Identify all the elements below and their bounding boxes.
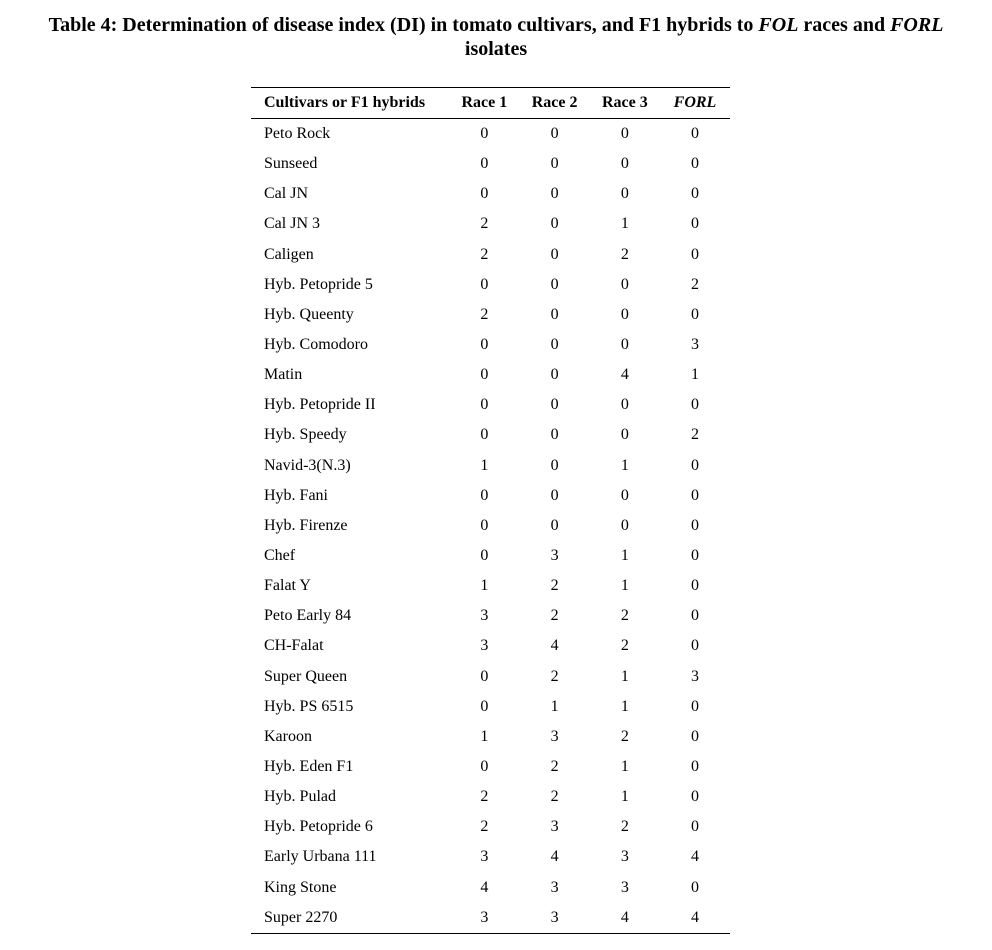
table-row xyxy=(251,601,730,631)
header-race-1: Race 1 xyxy=(461,94,508,111)
race-2-cell: 3 xyxy=(550,547,559,565)
table-row xyxy=(251,179,730,209)
race-2-cell: 0 xyxy=(550,456,559,474)
race-3-cell: 0 xyxy=(620,516,629,534)
race-3-cell: 0 xyxy=(620,426,629,444)
forl-cell: 0 xyxy=(690,607,699,625)
cultivar-cell: Navid-3(N.3) xyxy=(264,456,351,474)
cultivar-cell: Hyb. Petopride 5 xyxy=(264,275,373,293)
cultivar-cell: Peto Rock xyxy=(264,125,331,143)
table-header xyxy=(251,88,730,119)
race-2-cell: 2 xyxy=(550,667,559,685)
race-2-cell: 0 xyxy=(550,155,559,173)
race-3-cell: 1 xyxy=(620,758,629,776)
table-caption xyxy=(0,13,992,61)
race-2-cell: 0 xyxy=(550,516,559,534)
race-1-cell: 3 xyxy=(480,607,489,625)
race-2-cell: 0 xyxy=(550,396,559,414)
forl-cell: 1 xyxy=(690,366,699,384)
race-3-cell: 0 xyxy=(620,336,629,354)
race-1-cell: 0 xyxy=(480,547,489,565)
cultivar-cell: Karoon xyxy=(264,727,312,745)
forl-cell: 0 xyxy=(690,547,699,565)
race-1-cell: 3 xyxy=(480,848,489,866)
race-2-cell: 2 xyxy=(550,758,559,776)
caption-forl: FORL xyxy=(890,14,944,36)
table-body xyxy=(251,119,730,934)
cultivar-cell: Hyb. Firenze xyxy=(264,516,348,534)
table-row xyxy=(251,782,730,812)
forl-cell: 0 xyxy=(690,305,699,323)
table-row xyxy=(251,903,730,934)
table-row xyxy=(251,722,730,752)
race-1-cell: 3 xyxy=(480,908,489,926)
table-row xyxy=(251,240,730,270)
race-3-cell: 4 xyxy=(620,366,629,384)
cultivar-cell: Hyb. Eden F1 xyxy=(264,758,354,776)
race-3-cell: 1 xyxy=(620,788,629,806)
race-2-cell: 0 xyxy=(550,336,559,354)
table-row xyxy=(251,842,730,872)
race-2-cell: 2 xyxy=(550,607,559,625)
cultivar-cell: Cal JN xyxy=(264,185,308,203)
forl-cell: 3 xyxy=(690,336,699,354)
race-3-cell: 3 xyxy=(620,848,629,866)
table-row xyxy=(251,541,730,571)
race-2-cell: 0 xyxy=(550,185,559,203)
race-3-cell: 2 xyxy=(620,607,629,625)
cultivar-cell: Peto Early 84 xyxy=(264,607,352,625)
race-2-cell: 4 xyxy=(550,637,559,655)
table-row xyxy=(251,119,730,150)
race-3-cell: 1 xyxy=(620,577,629,595)
race-1-cell: 0 xyxy=(480,516,489,534)
cultivar-cell: Caligen xyxy=(264,245,314,263)
forl-cell: 0 xyxy=(690,516,699,534)
forl-cell: 0 xyxy=(690,125,699,143)
race-3-cell: 0 xyxy=(620,396,629,414)
race-3-cell: 0 xyxy=(620,275,629,293)
forl-cell: 0 xyxy=(690,456,699,474)
forl-cell: 0 xyxy=(690,697,699,715)
race-1-cell: 2 xyxy=(480,245,489,263)
forl-cell: 2 xyxy=(690,275,699,293)
cultivar-cell: Super 2270 xyxy=(264,908,338,926)
race-1-cell: 0 xyxy=(480,426,489,444)
race-2-cell: 3 xyxy=(550,878,559,896)
table-row xyxy=(251,873,730,903)
cultivar-cell: Hyb. PS 6515 xyxy=(264,697,354,715)
forl-cell: 0 xyxy=(690,878,699,896)
caption-prefix: Table 4: Determination of disease index (DI) in tomato cultivars, and F1 hybrids to xyxy=(48,14,759,36)
header-forl: FORL xyxy=(673,94,717,111)
table-row xyxy=(251,662,730,692)
race-1-cell: 0 xyxy=(480,275,489,293)
table-row xyxy=(251,300,730,330)
race-2-cell: 0 xyxy=(550,305,559,323)
table-row xyxy=(251,330,730,360)
table-row xyxy=(251,511,730,541)
race-3-cell: 1 xyxy=(620,547,629,565)
table-row xyxy=(251,481,730,511)
cultivar-cell: Hyb. Petopride II xyxy=(264,396,376,414)
cultivar-cell: Hyb. Comodoro xyxy=(264,336,368,354)
forl-cell: 0 xyxy=(690,727,699,745)
race-1-cell: 1 xyxy=(480,727,489,745)
race-2-cell: 2 xyxy=(550,577,559,595)
header-race-2: Race 2 xyxy=(531,94,578,111)
table-row xyxy=(251,451,730,481)
forl-cell: 0 xyxy=(690,788,699,806)
race-3-cell: 0 xyxy=(620,155,629,173)
cultivar-cell: Hyb. Queenty xyxy=(264,305,354,323)
race-3-cell: 2 xyxy=(620,727,629,745)
race-3-cell: 1 xyxy=(620,697,629,715)
disease-index-table xyxy=(251,87,730,934)
table-row xyxy=(251,149,730,179)
race-2-cell: 0 xyxy=(550,366,559,384)
forl-cell: 0 xyxy=(690,637,699,655)
forl-cell: 4 xyxy=(690,848,699,866)
forl-cell: 2 xyxy=(690,426,699,444)
race-1-cell: 0 xyxy=(480,758,489,776)
race-3-cell: 4 xyxy=(620,908,629,926)
race-2-cell: 2 xyxy=(550,788,559,806)
cultivar-cell: Early Urbana 111 xyxy=(264,848,377,866)
race-3-cell: 1 xyxy=(620,215,629,233)
race-1-cell: 0 xyxy=(480,667,489,685)
cultivar-cell: CH-Falat xyxy=(264,637,324,655)
race-1-cell: 0 xyxy=(480,125,489,143)
race-2-cell: 1 xyxy=(550,697,559,715)
race-3-cell: 2 xyxy=(620,818,629,836)
race-1-cell: 2 xyxy=(480,305,489,323)
race-3-cell: 3 xyxy=(620,878,629,896)
race-2-cell: 3 xyxy=(550,727,559,745)
cultivar-cell: Matin xyxy=(264,366,303,384)
race-3-cell: 0 xyxy=(620,305,629,323)
race-2-cell: 0 xyxy=(550,125,559,143)
race-1-cell: 0 xyxy=(480,185,489,203)
cultivar-cell: Chef xyxy=(264,547,296,565)
header-cultivar: Cultivars or F1 hybrids xyxy=(264,94,426,111)
race-1-cell: 0 xyxy=(480,486,489,504)
race-1-cell: 0 xyxy=(480,697,489,715)
cultivar-cell: Sunseed xyxy=(264,155,318,173)
table-row xyxy=(251,390,730,420)
forl-cell: 0 xyxy=(690,818,699,836)
table-row xyxy=(251,209,730,239)
forl-cell: 0 xyxy=(690,245,699,263)
caption-middle: races and xyxy=(798,14,891,36)
cultivar-cell: Super Queen xyxy=(264,667,348,685)
race-2-cell: 4 xyxy=(550,848,559,866)
table-row xyxy=(251,420,730,450)
table-row xyxy=(251,752,730,782)
race-1-cell: 1 xyxy=(480,577,489,595)
race-3-cell: 0 xyxy=(620,185,629,203)
race-2-cell: 3 xyxy=(550,908,559,926)
race-1-cell: 2 xyxy=(480,215,489,233)
race-2-cell: 0 xyxy=(550,275,559,293)
table-row xyxy=(251,270,730,300)
forl-cell: 0 xyxy=(690,396,699,414)
header-row xyxy=(251,88,730,119)
forl-cell: 0 xyxy=(690,215,699,233)
race-1-cell: 1 xyxy=(480,456,489,474)
cultivar-cell: King Stone xyxy=(264,878,337,896)
cultivar-cell: Hyb. Speedy xyxy=(264,426,347,444)
forl-cell: 4 xyxy=(690,908,699,926)
forl-cell: 0 xyxy=(690,758,699,776)
race-1-cell: 2 xyxy=(480,788,489,806)
race-3-cell: 1 xyxy=(620,456,629,474)
race-2-cell: 0 xyxy=(550,486,559,504)
forl-cell: 0 xyxy=(690,486,699,504)
table-row xyxy=(251,571,730,601)
race-2-cell: 0 xyxy=(550,426,559,444)
race-2-cell: 0 xyxy=(550,215,559,233)
caption-line2: isolates xyxy=(464,38,528,60)
forl-cell: 0 xyxy=(690,185,699,203)
race-1-cell: 0 xyxy=(480,396,489,414)
race-2-cell: 0 xyxy=(550,245,559,263)
table-row xyxy=(251,360,730,390)
cultivar-cell: Cal JN 3 xyxy=(264,215,320,233)
cultivar-cell: Hyb. Petopride 6 xyxy=(264,818,373,836)
cultivar-cell: Hyb. Pulad xyxy=(264,788,336,806)
race-3-cell: 2 xyxy=(620,637,629,655)
cultivar-cell: Hyb. Fani xyxy=(264,486,328,504)
race-1-cell: 4 xyxy=(480,878,489,896)
race-1-cell: 0 xyxy=(480,336,489,354)
race-3-cell: 2 xyxy=(620,245,629,263)
forl-cell: 0 xyxy=(690,577,699,595)
race-1-cell: 0 xyxy=(480,155,489,173)
race-2-cell: 3 xyxy=(550,818,559,836)
table-row xyxy=(251,812,730,842)
race-1-cell: 0 xyxy=(480,366,489,384)
race-3-cell: 0 xyxy=(620,486,629,504)
cultivar-cell: Falat Y xyxy=(264,577,311,595)
caption-fol: FOL xyxy=(758,14,799,36)
race-1-cell: 2 xyxy=(480,818,489,836)
table-row xyxy=(251,692,730,722)
race-1-cell: 3 xyxy=(480,637,489,655)
forl-cell: 0 xyxy=(690,155,699,173)
forl-cell: 3 xyxy=(690,667,699,685)
table-row xyxy=(251,631,730,661)
race-3-cell: 0 xyxy=(620,125,629,143)
race-3-cell: 1 xyxy=(620,667,629,685)
header-race-3: Race 3 xyxy=(601,94,648,111)
